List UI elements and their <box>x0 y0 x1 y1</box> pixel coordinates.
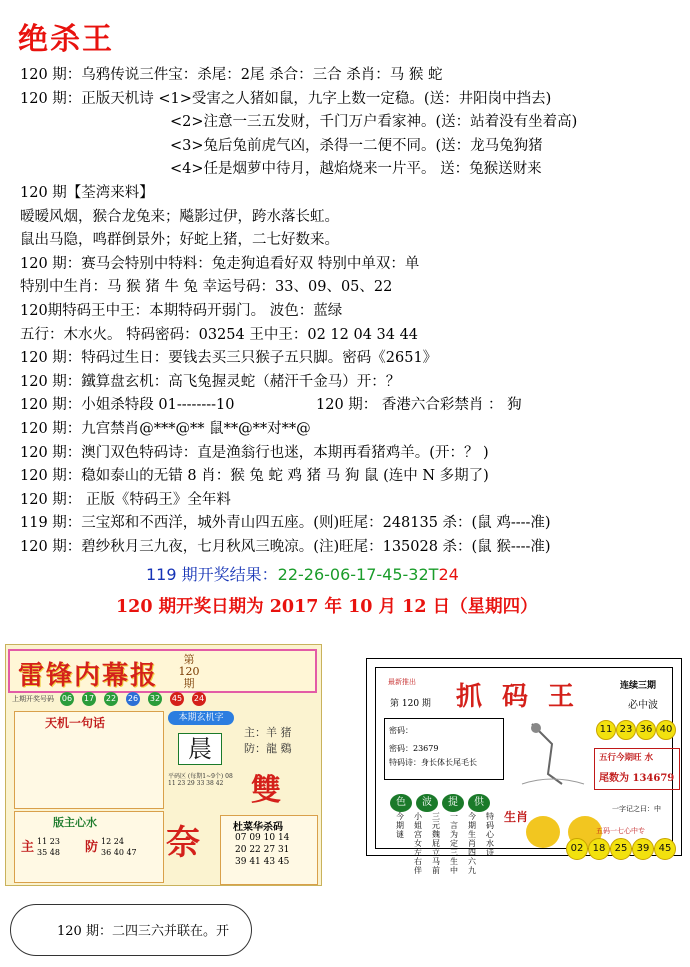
text-segment: 120 期：特码过生日：要钱去买三只猴子五只脚。密码《2651》 <box>20 350 438 367</box>
vertical-text-column: 今期谜 <box>396 812 404 839</box>
rp-issue: 第 120 期 <box>390 699 431 709</box>
banzhu-fang: 防 <box>85 840 99 855</box>
poem-value: 身长体长尾毛长 <box>421 758 477 767</box>
vertical-text-column: 一言为定三生中 <box>450 812 458 875</box>
text-line <box>20 182 680 206</box>
rp-sub2: 必中波 <box>628 700 658 711</box>
text-segment: 120 期：正版天机诗 <1>受害之人猪如鼠，九字上数一定稳。(送：井阳岗中挡去) <box>20 90 552 107</box>
tip-badge: 供 <box>468 794 490 812</box>
text-segment: 五行：木水火。 特码密码：03254 王中王：02 12 04 34 44 <box>20 326 419 343</box>
number-ball: 32 <box>148 692 162 706</box>
number-ball: 36 <box>636 720 656 740</box>
text-segment: 暧暧风烟，猴合龙兔来；飚影过伊，跨水落长虹。 <box>20 208 339 225</box>
banzhu-zhu: 主 <box>21 840 35 855</box>
code-value: 23679 <box>413 744 439 753</box>
text-line <box>20 206 680 230</box>
poem-line: 特码诗：身长体长尾毛长 <box>389 758 477 767</box>
text-segment: 120 期【荃湾来料】 <box>20 184 154 201</box>
vertical-text-column: 小姐宫女左右伴 <box>414 812 422 875</box>
text-segment: 120 期：碧纱秋月三九夜，七月秋风三晚凉。(注)旺尾：135028 杀：(鼠 猴----准) <box>20 538 551 555</box>
text-line <box>20 371 680 395</box>
text-line <box>20 536 680 560</box>
text-line <box>20 418 680 442</box>
banzhu-title: 版主心水 <box>53 816 97 829</box>
wuxing-line: 五行今期旺 水 <box>599 753 653 763</box>
leifeng-newspaper-image <box>5 644 322 886</box>
shengxiao-label: 生肖 <box>504 810 529 824</box>
newspaper-issue: 第 120 期 <box>178 653 200 690</box>
xuanji-tag: 本期玄机字 <box>168 711 234 725</box>
xuanji-box <box>166 711 236 791</box>
number-ball: 11 <box>596 720 616 740</box>
text-line <box>20 88 680 112</box>
kill-code-grid: 07 09 10 14 20 22 27 31 39 41 43 45 <box>235 833 290 867</box>
number-ball: 25 <box>610 838 632 860</box>
text-line <box>20 276 680 300</box>
text-segment: <4>任是烟萝中待月，越焰烧来一片平。 送：兔猴送财来 <box>170 161 542 178</box>
weishu-line: 尾数为 134679 <box>599 773 675 784</box>
tianji-box <box>14 711 164 809</box>
tianji-title: 天机一句话 <box>45 716 106 730</box>
code-label: 密码： <box>389 726 413 735</box>
number-ball: 18 <box>588 838 610 860</box>
zhuamawang-frame <box>375 667 675 875</box>
zhu-fang-list <box>244 725 292 757</box>
text-line <box>20 324 680 348</box>
banzhu-fang-numbers: 12 24 36 40 47 <box>101 837 137 857</box>
number-ball: 24 <box>192 692 206 706</box>
speech-bubble <box>10 904 252 956</box>
vertical-text-column: 三元魏屁立马前 <box>432 812 440 875</box>
text-line <box>20 347 680 371</box>
zhu-line: 主：羊 猪 <box>244 726 292 739</box>
text-segment: 120 期：乌鸦传说三件宝：杀尾：2尾 杀合：三合 杀肖：马 猴 蛇 <box>20 67 443 83</box>
result-special-number: 24 <box>438 565 459 584</box>
text-line <box>20 135 680 159</box>
tip-badge: 提 <box>442 794 464 812</box>
text-segment: 120期特码王中王：本期特码开弱门。 波色：蓝绿 <box>20 302 343 319</box>
number-ball: 23 <box>616 720 636 740</box>
draw-date: 120 期开奖日期为 2017 年 10 月 12 日（星期四） <box>116 597 538 617</box>
text-segment: 特别中生肖：马 猴 猪 牛 兔 幸运号码：33、09、05、22 <box>20 279 393 296</box>
text-segment: 120 期：小姐杀特段 01--------10 <box>20 397 235 414</box>
number-ball: 45 <box>170 692 184 706</box>
number-ball: 22 <box>104 692 118 706</box>
text-line <box>20 512 680 536</box>
zodiac-mascot-icon <box>526 816 560 848</box>
wuma-text: 五码一七心中专 <box>596 827 645 835</box>
text-segment: 120 期：澳门双色特码诗：直是渔翁行也迷，本期再看猪鸡羊。(开：？ ) <box>20 444 489 461</box>
yizi-text: 一字记之曰：中 <box>612 805 661 813</box>
tips-row <box>390 790 494 812</box>
text-line <box>20 158 680 182</box>
xuanji-char: 晨 <box>178 733 222 765</box>
text-line <box>20 394 680 418</box>
text-segment: 120 期：鐵算盘玄机：高飞兔握灵蛇（赭汗千金马）开：？ <box>20 373 401 390</box>
text-segment: 119 期：三宝郑和不西洋，城外青山四五座。(则)旺尾：248135 杀：(鼠 鸡----准) <box>20 515 551 532</box>
zhuamawang-image <box>366 658 682 875</box>
text-segment: 120 期： 正版《特码王》全年料 <box>20 491 231 508</box>
fishing-figure-icon <box>512 714 592 790</box>
tip-badge: 波 <box>416 794 438 812</box>
number-ball: 45 <box>654 838 676 860</box>
article-lines <box>20 64 680 559</box>
rp-title: 抓码王 <box>456 682 595 712</box>
kill-code-box <box>220 815 318 885</box>
result-label: 119 期开奖结果： <box>146 565 278 584</box>
tip-badge: 色 <box>390 794 412 812</box>
number-ball: 39 <box>632 838 654 860</box>
text-segment: <3>兔后兔前虎气凶，杀得一二便不同。(送：龙马兔狗猪 <box>170 137 543 154</box>
new-release-tag: 最新推出 <box>388 678 416 686</box>
text-segment: <2>注意一三五发财，千门万户看家神。(送：站着没有坐着高) <box>170 114 578 131</box>
banzhu-zhu-numbers: 11 23 35 48 <box>37 837 60 857</box>
text-line <box>20 465 680 489</box>
number-ball: 17 <box>82 692 96 706</box>
text-segment: 120 期：九宫禁肖@***@** 鼠**@**对**@ <box>20 420 311 437</box>
fang-line: 防：龍 鷄 <box>244 742 292 755</box>
code-line: 密码：23679 <box>389 744 439 753</box>
newspaper-title: 雷锋内幕报 <box>18 661 159 691</box>
text-segment: 120 期：稳如泰山的无错 8 肖：猴 兔 蛇 鸡 猪 马 狗 鼠 (连中 N 多期了) <box>20 468 489 485</box>
rp-sub1: 连续三期 <box>620 681 657 691</box>
text-segment: 120 期： 香港六合彩禁肖 ： 狗 <box>316 397 522 414</box>
bubble-text: 120 期：二四三六并联在。开 <box>57 924 229 939</box>
pingma-zone: 平码区 (每期1~9个) 08 11 23 29 33 38 42 <box>168 773 233 787</box>
text-line <box>20 111 680 135</box>
number-ball: 06 <box>60 692 74 706</box>
text-line <box>20 300 680 324</box>
text-segment: 120 期：赛马会特别中特料：兔走狗追看好双 特别中单双：单 <box>20 255 420 272</box>
vertical-text-column: 特码心水诗 <box>486 812 494 857</box>
text-line <box>20 229 680 253</box>
text-line <box>20 64 680 88</box>
text-line <box>20 253 680 277</box>
page-title: 绝杀王 <box>18 22 114 57</box>
number-ball: 02 <box>566 838 588 860</box>
balls-label: 上期开奖号码 <box>12 695 54 703</box>
code-box <box>384 718 504 780</box>
kill-code-title: 杜菜华杀码 <box>233 822 283 833</box>
number-ball: 40 <box>656 720 676 740</box>
previous-draw-result <box>146 562 459 585</box>
vertical-text-column: 今期生肖四六九 <box>468 812 476 875</box>
result-numbers: 22-26-06-17-45-32T24 <box>277 565 459 584</box>
newspaper-header <box>8 649 317 693</box>
wuxing-box <box>594 748 680 790</box>
banzhu-box <box>14 811 164 883</box>
text-segment: 鼠出马隐，鸣群倒景外；好蛇上猪，二七好数来。 <box>20 232 339 249</box>
text-line <box>20 489 680 513</box>
text-line <box>20 442 680 466</box>
number-ball: 26 <box>126 692 140 706</box>
shuang-char: 雙 <box>251 773 281 808</box>
feather-char: 奈 <box>166 823 200 863</box>
